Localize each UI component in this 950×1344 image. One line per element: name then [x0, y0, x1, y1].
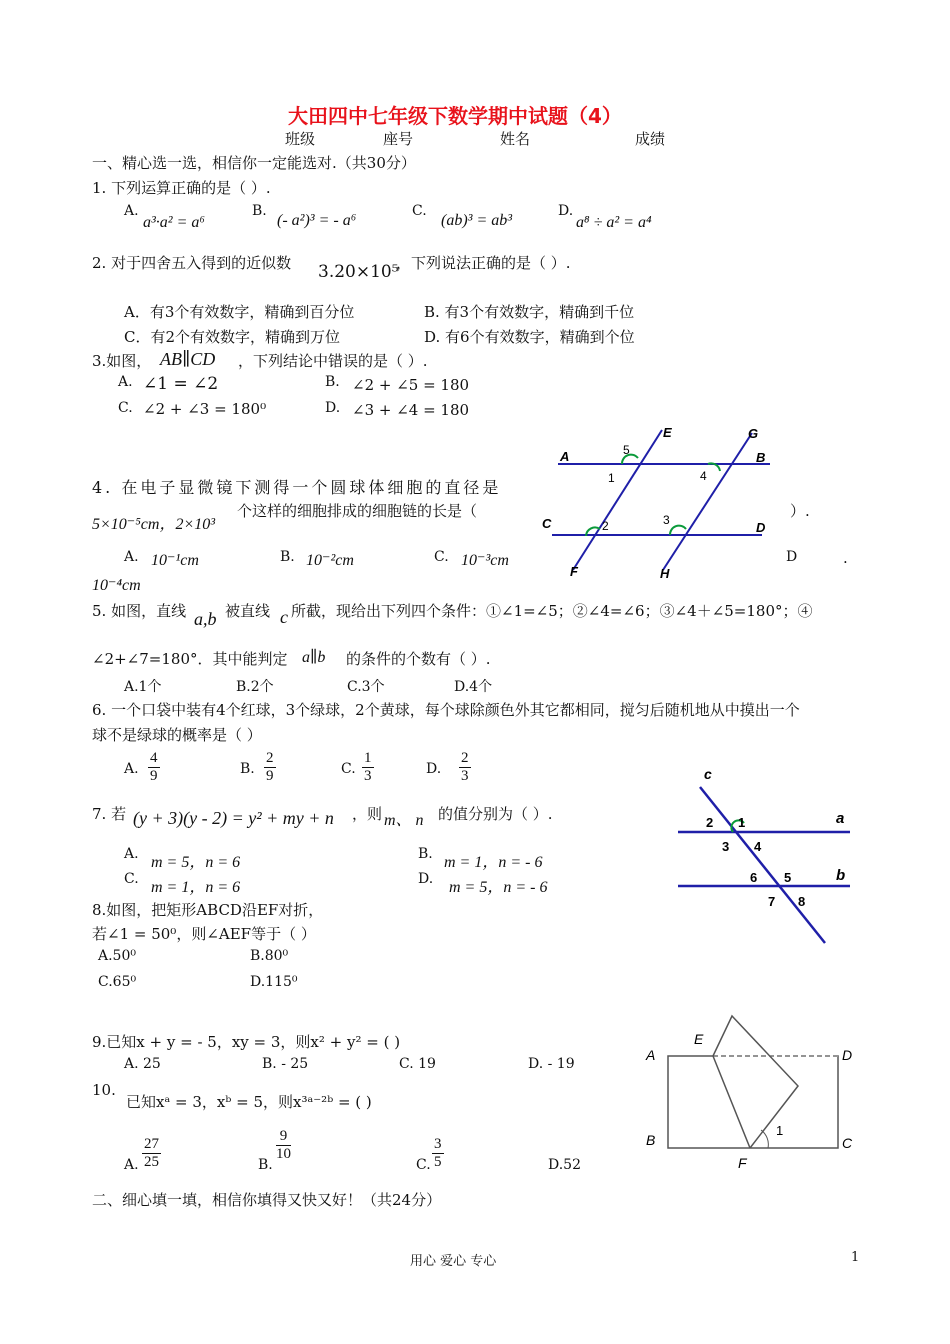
fig3-angle-1: 1: [776, 1123, 784, 1138]
fig2-angle-3: 3: [722, 839, 730, 854]
q8-option-b: B.80⁰: [250, 948, 289, 964]
q1-label-c: C.: [412, 203, 427, 219]
q5-line2: ∠2+∠7=180°．其中能判定: [92, 650, 288, 668]
q8-option-c: C.65⁰: [98, 974, 137, 990]
q1-option-b: (- a²)³ = - a⁶: [277, 212, 357, 229]
parallel-lines-figure-2: [670, 765, 860, 955]
q1-option-d: a⁸ ÷ a² = a⁴: [576, 214, 652, 231]
q2-stem-end: ，下列说法正确的是（ ）.: [396, 254, 571, 272]
fig1-label-h: H: [660, 566, 670, 581]
fig2-angle-7: 7: [768, 894, 776, 909]
q10-number: 10.: [92, 1081, 116, 1099]
q5-line2-end: 的条件的个数有（ ）.: [346, 650, 491, 668]
q2-option-a: A．有3个有效数字，精确到百分位: [124, 303, 355, 321]
field-class: 班级: [285, 130, 316, 148]
fig1-label-e: E: [663, 425, 672, 440]
field-name: 姓名: [500, 130, 531, 148]
q6-label-a: A.: [124, 761, 139, 777]
fig3-label-a: A: [646, 1047, 656, 1063]
page-title: 大田四中七年级下数学期中试题（4）: [288, 104, 622, 128]
q1-label-d: D.: [558, 203, 574, 219]
q5-option-b: B.2个: [236, 679, 274, 695]
q10-option-d: D.52: [548, 1157, 581, 1173]
q6-label-c: C.: [341, 761, 356, 777]
q6-option-d: $\frac{2}{3}$: [461, 750, 469, 784]
q3-stem: 3.如图，: [92, 352, 152, 370]
q1-label-b: B.: [252, 203, 267, 219]
fig3-label-f: F: [738, 1155, 747, 1171]
q7-stem-a: 7. 若: [92, 805, 127, 823]
q5-condition: a∥b: [302, 649, 326, 666]
folded-rectangle-figure: [640, 1008, 870, 1178]
q9-stem: 9.已知x + y = - 5，xy = 3，则x² + y² = ( ): [92, 1033, 401, 1051]
q7-label-d: D.: [418, 871, 434, 887]
q4-option-b: 10⁻²cm: [306, 552, 354, 569]
q4-label-d: D: [786, 549, 798, 565]
q10-label-a: A.: [124, 1157, 139, 1173]
q4-label-c: C.: [434, 549, 449, 565]
q3-stem-end: ，下列结论中错误的是（ ）.: [238, 352, 428, 370]
fig2-angle-1: 1: [738, 815, 746, 830]
q1-label-a: A.: [124, 203, 139, 219]
q5-stem-c: 所截，现给出下列四个条件：①∠1=∠5；②∠4=∠6；③∠4＋∠5=180°；④: [291, 602, 813, 620]
q10-option-b: $\frac{9}{10}$: [276, 1128, 291, 1162]
q6-label-d: D.: [426, 761, 442, 777]
q6-option-b: $\frac{2}{9}$: [266, 750, 274, 784]
q9-option-b: B. - 25: [262, 1056, 309, 1072]
page-number: 1: [851, 1250, 860, 1265]
fig2-angle-6: 6: [750, 870, 758, 885]
q5-stem-b: 被直线: [225, 602, 271, 620]
q5-option-c: C.3个: [347, 679, 385, 695]
q7-vars: m、 n: [384, 812, 424, 829]
q3-option-d: ∠3 + ∠4 = 180: [352, 401, 470, 419]
fig1-angle-5: 5: [623, 443, 630, 457]
fig3-label-b: B: [646, 1132, 656, 1148]
fig2-angle-8: 8: [798, 894, 806, 909]
q4-line1: 4. 在电子显微镜下测得一个圆球体细胞的直径是: [92, 478, 502, 497]
q7-equation: (y + 3)(y - 2) = y² + my + n: [133, 808, 334, 828]
q7-option-a: m = 5，n = 6: [151, 854, 241, 871]
q4-option-a: 10⁻¹cm: [151, 552, 199, 569]
fig1-label-a: A: [560, 449, 570, 464]
q10-stem: 已知xᵃ = 3，xᵇ = 5，则x³ᵃ⁻²ᵇ = ( ): [126, 1093, 372, 1111]
q9-option-a: A. 25: [124, 1056, 161, 1072]
q9-option-d: D. - 19: [528, 1056, 575, 1072]
fig3-label-d: D: [842, 1047, 853, 1063]
q6-line2: 球不是绿球的概率是（ ）: [92, 726, 262, 744]
fig1-angle-3: 3: [663, 513, 670, 527]
q10-option-a: $\frac{27}{25}$: [144, 1136, 159, 1170]
section2-heading: 二、细心填一填，相信你填得又快又好！（共24分）: [92, 1191, 442, 1209]
q2-option-c: C．有2个有效数字，精确到万位: [124, 328, 341, 346]
q7-stem-c: 的值分别为（ ）.: [438, 805, 553, 823]
q3-option-c: ∠2 + ∠3 = 180⁰: [143, 400, 267, 418]
q7-option-c: m = 1，n = 6: [151, 879, 241, 896]
q6-label-b: B.: [240, 761, 255, 777]
q8-line2: 若∠1 = 50⁰，则∠AEF等于（ ）: [92, 925, 316, 943]
q7-option-b: m = 1，n = - 6: [444, 854, 543, 871]
q7-label-c: C.: [124, 871, 139, 887]
q6-line1: 6. 一个口袋中装有4个红球，3个绿球，2个黄球，每个球除颜色外其它都相同，搅匀后随机地从中摸出一个: [92, 701, 800, 719]
section1-heading: 一、精心选一选，相信你一定能选对.（共30分）: [92, 154, 416, 172]
q1-option-c: (ab)³ = ab³: [441, 212, 513, 229]
fig2-angle-5: 5: [784, 870, 792, 885]
fig1-label-f: F: [570, 564, 578, 579]
q3-label-a: A.: [118, 374, 133, 390]
q8-line1: 8.如图，把矩形ABCD沿EF对折，: [92, 901, 324, 919]
q3-label-b: B.: [325, 374, 340, 390]
q5-line-c: c: [280, 607, 288, 627]
q1-option-a: a³·a² = a⁶: [143, 214, 205, 231]
q6-option-c: $\frac{1}{3}$: [364, 750, 372, 784]
q4-label-b: B.: [280, 549, 295, 565]
q2-option-d: D. 有6个有效数字，精确到个位: [424, 328, 635, 346]
q5-lines-ab: a,b: [194, 609, 217, 629]
fig1-label-c: C: [542, 516, 552, 531]
q4-close: ）.: [790, 502, 810, 520]
field-score: 成绩: [635, 130, 666, 148]
fig1-label-b: B: [756, 450, 766, 465]
fig3-label-e: E: [694, 1031, 704, 1047]
q3-condition: AB∥CD: [160, 349, 216, 369]
q10-label-b: B.: [258, 1157, 273, 1173]
q2-number: 3.20×10⁵: [318, 262, 399, 282]
fig2-angle-4: 4: [754, 839, 762, 854]
fig2-label-c: c: [704, 766, 712, 782]
q9-option-c: C. 19: [399, 1056, 436, 1072]
fig1-label-d: D: [756, 520, 766, 535]
field-seat: 座号: [383, 130, 414, 148]
q4-label-a: A.: [124, 549, 139, 565]
fig2-angle-2: 2: [706, 815, 714, 830]
q4-expression: 5×10⁻⁵cm，2×10³: [92, 516, 216, 533]
footer-motto: 用心 爱心 专心: [410, 1254, 497, 1269]
q5-option-a: A.1个: [124, 679, 162, 695]
q8-option-d: D.115⁰: [250, 974, 298, 990]
q7-option-d: m = 5，n = - 6: [449, 879, 548, 896]
q4-line2: 个这样的细胞排成的细胞链的长是（: [237, 502, 478, 520]
q4-option-c: 10⁻³cm: [461, 552, 509, 569]
q4-option-d: 10⁻⁴cm: [92, 577, 141, 594]
q3-label-c: C.: [118, 400, 133, 416]
fig3-label-c: C: [842, 1135, 853, 1151]
q2-option-b: B. 有3个有效数字，精确到千位: [424, 303, 635, 321]
q5-option-d: D.4个: [454, 679, 493, 695]
q3-label-d: D.: [325, 400, 341, 416]
q8-option-a: A.50⁰: [98, 948, 136, 964]
q7-label-b: B.: [418, 846, 433, 862]
q6-option-a: $\frac{4}{9}$: [150, 750, 158, 784]
q5-stem-a: 5. 如图，直线: [92, 602, 187, 620]
q7-label-a: A.: [124, 846, 139, 862]
fig1-angle-4: 4: [700, 469, 707, 483]
parallel-lines-figure-1: [530, 420, 800, 585]
q1-stem: 1. 下列运算正确的是（ ）.: [92, 179, 271, 197]
q10-option-c: $\frac{3}{5}$: [434, 1136, 442, 1170]
q4-option-d-dot: .: [843, 549, 848, 567]
fig2-label-b: b: [836, 867, 846, 884]
q2-stem: 2. 对于四舍五入得到的近似数: [92, 254, 292, 272]
fig1-label-g: G: [748, 426, 759, 441]
q7-stem-b: ，则: [352, 805, 383, 823]
fig1-angle-2: 2: [602, 519, 609, 533]
fig2-label-a: a: [836, 810, 845, 827]
fig1-angle-1: 1: [608, 471, 615, 485]
q3-option-a: ∠1 = ∠2: [143, 374, 219, 394]
q10-label-c: C.: [416, 1157, 431, 1173]
q3-option-b: ∠2 + ∠5 = 180: [352, 376, 470, 394]
